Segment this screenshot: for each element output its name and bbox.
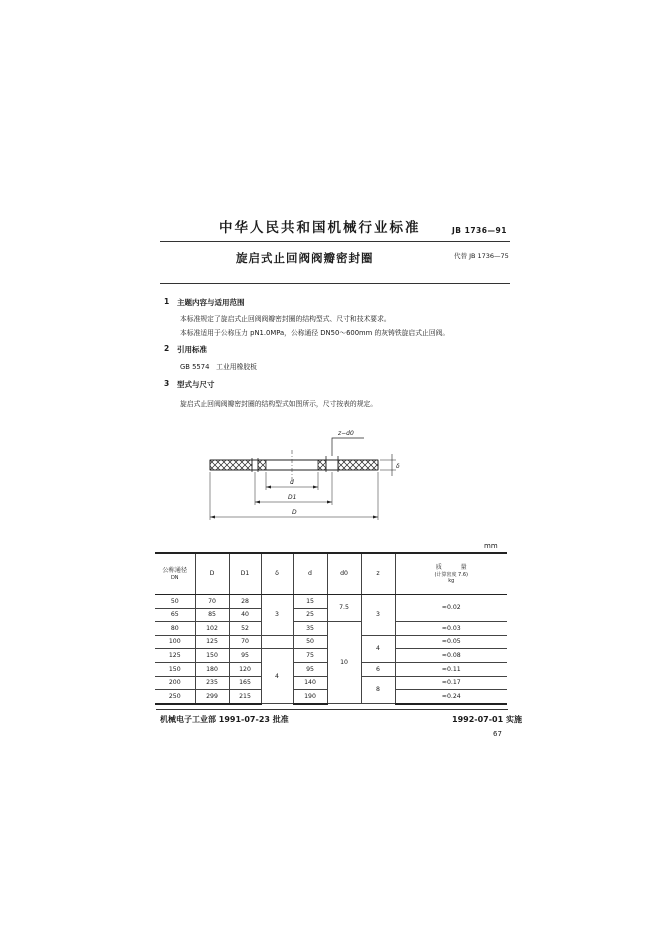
table-row: 150 180 120 95 6 ≈0.11 [155, 662, 507, 676]
header-rule-top [160, 241, 510, 242]
header-z: z [361, 553, 395, 595]
section-1-number: 1 [164, 297, 170, 306]
delta-cell-a: 3 [261, 595, 293, 636]
table-row: 125 150 95 4 75 ≈0.08 [155, 649, 507, 663]
table-row: 50 70 28 3 15 7.5 3 ≈0.02 [155, 595, 507, 609]
z-cell-b: 4 [361, 635, 395, 662]
section-1-paragraph-2: 本标准适用于公称压力 pN1.0MPa，公称通径 DN50～600mm 的灰铸铁旋启式止回阀。 [180, 329, 450, 337]
implementation-note: 1992-07-01 实施 [452, 715, 522, 724]
hatch-left-inner [258, 460, 266, 470]
header-mass: 质 量 (计算密度 7.6) kg [395, 553, 507, 595]
mass-cell-a: ≈0.02 [395, 595, 507, 622]
standard-code: JB 1736—91 [452, 226, 507, 235]
section-3-number: 3 [164, 379, 170, 388]
d0-cell-b: 10 [327, 622, 361, 704]
supersedes-note: 代替 JB 1736—75 [454, 252, 509, 260]
table-row: 250 299 215 190 ≈0.24 [155, 690, 507, 704]
table-row: 100 125 70 50 4 ≈0.05 [155, 635, 507, 649]
delta-cell-b: 4 [261, 649, 293, 704]
footer-rule [156, 709, 508, 710]
hatch-right-inner [318, 460, 326, 470]
section-3-heading: 型式与尺寸 [177, 380, 215, 389]
header-d: d [293, 553, 327, 595]
section-1-paragraph-1: 本标准规定了旋启式止回阀阀瓣密封圈的结构型式、尺寸和技术要求。 [180, 315, 391, 323]
header-D: D [195, 553, 229, 595]
dimension-table [155, 552, 507, 705]
table-unit: mm [484, 542, 498, 550]
label-thickness: δ [396, 463, 400, 470]
label-hole-callout: z−d0 [338, 430, 354, 437]
header-D1: D1 [229, 553, 261, 595]
table-row: 80 102 52 35 10 ≈0.03 [155, 622, 507, 636]
approval-note: 机械电子工业部 1991-07-23 批准 [160, 715, 289, 724]
label-D: D [292, 509, 297, 516]
header-dn: 公称通径 DN [155, 553, 195, 595]
header-rule-bottom [160, 283, 510, 284]
z-cell-d: 8 [361, 676, 395, 704]
hatch-right-outer [338, 460, 378, 470]
seal-ring-drawing [200, 420, 415, 525]
table-row: 65 85 40 25 [155, 608, 507, 622]
page-number: 67 [493, 730, 502, 738]
standard-title: 中华人民共和国机械行业标准 [219, 220, 421, 236]
hatch-left-outer [210, 460, 252, 470]
section-2-number: 2 [164, 344, 170, 353]
table-row: 200 235 165 140 8 ≈0.17 [155, 676, 507, 690]
d0-cell-a: 7.5 [327, 595, 361, 622]
header-delta: δ [261, 553, 293, 595]
document-title: 旋启式止回阀阀瓣密封圈 [236, 251, 374, 265]
header-d0: d0 [327, 553, 361, 595]
section-2-heading: 引用标准 [177, 345, 207, 354]
section-2-paragraph-1: GB 5574 工业用橡胶板 [180, 363, 257, 371]
label-d: d [290, 479, 294, 486]
section-3-paragraph-1: 旋启式止回阀阀瓣密封圈的结构型式如图所示，尺寸按表的规定。 [180, 400, 378, 408]
z-cell-c: 6 [361, 662, 395, 676]
label-D1: D1 [288, 494, 297, 501]
section-1-heading: 主题内容与适用范围 [177, 298, 245, 307]
z-cell-a: 3 [361, 595, 395, 636]
